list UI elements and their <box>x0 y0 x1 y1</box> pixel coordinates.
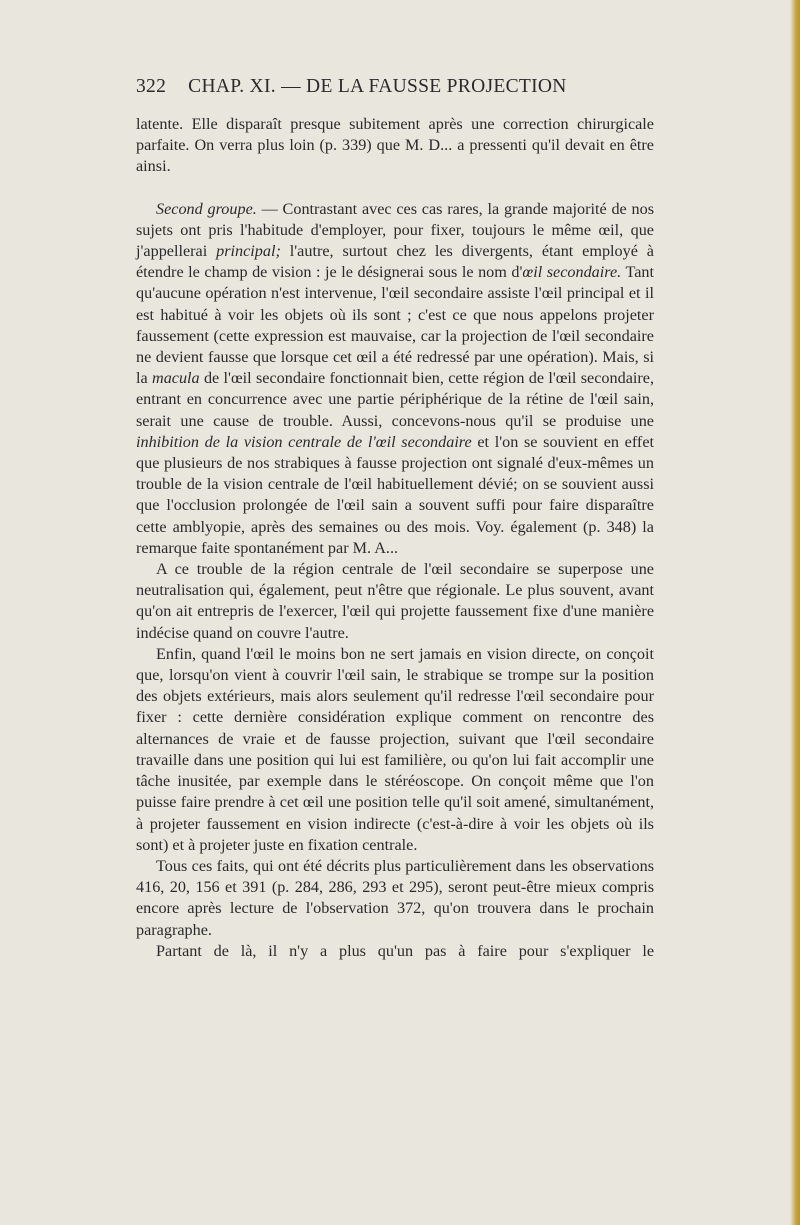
page-body <box>136 114 654 962</box>
term-inhibition: inhibition de la vision centrale de l'œil secondaire <box>136 432 472 451</box>
paragraph-4: Enfin, quand l'œil le moins bon ne sert jamais en vision directe, on conçoit que, lorsqu'on vient à couvrir l'œil sain, le strabique se trompe sur la position des objets extérieurs, mais alors seulement qu'il redresse l'œil secondaire pour fixer : cette dernière considération explique comment on rencontre des alternances de vraie et de fausse projection, suivant que l'œil secondaire travaille dans une position qui lui est familière, ou qu'on lui fait accomplir une tâche inusitée, par exemple dans le stéréoscope. On conçoit même que l'on puisse faire prendre à cet œil une position telle qu'il soit amené, simultanément, à projeter faussement en vision indirecte (c'est-à-dire à voir les objets où ils sont) et à projeter juste en fixation centrale. <box>136 644 654 854</box>
page-edge <box>790 0 800 1225</box>
paragraph-6: Partant de là, il n'y a plus qu'un pas à faire pour s'expliquer le <box>156 941 654 960</box>
term-macula: macula <box>152 369 200 388</box>
page-number: 322 <box>136 76 167 97</box>
section-heading-second-groupe: Second groupe. <box>156 199 257 218</box>
paragraph-1: latente. Elle disparaît presque subitement après une correction chirurgicale parfaite. On verra plus loin (p. 339) que M. D... a pressenti qu'il devait en être ainsi. <box>136 115 654 176</box>
paragraph-5: Tous ces faits, qui ont été décrits plus particulièrement dans les observations 416, 20, 156 et 391 (p. 284, 286, 293 et 295), seront peut-être mieux compris encore après lecture de l'observation 372, qu'on trouvera dans le prochain paragraphe. <box>136 856 654 939</box>
paragraph-2-text: l'autre, surtout chez les divergents, étant employé à étendre le champ de vision : je le désignerai sous le nom d' <box>136 242 654 282</box>
paragraph-2 <box>136 199 654 559</box>
term-principal: principal; <box>216 242 281 261</box>
paragraph-3: A ce trouble de la région centrale de l'œil secondaire se superpose une neutralisation qui, également, peut n'être que régionale. Le plus souvent, avant qu'on ait entrepris de l'exercer, l'œil qui projette faussement fixe d'une manière indécise quand on couvre l'autre. <box>136 560 654 642</box>
paragraph-2-text: Tant qu'aucune opération n'est intervenue, l'œil secondaire assiste l'œil principal et il est habitué à voir les objets où ils sont ; c'est ce que nous appelons projeter faussement (cette expression est mauvaise, car la projection de l'œil secondaire ne devient fausse que lorsque cet œil a été redressé par une opération). Mais, si la <box>136 263 654 388</box>
paragraph-2-text: de l'œil secondaire fonctionnait bien, cette région de l'œil secondaire, entrant en concurrence avec une partie périphérique de la rétine de l'œil sain, serait une cause de trouble. Aussi, concevons-nous qu'il se produise une <box>136 369 654 430</box>
term-oeil-secondaire: œil secondaire. <box>522 263 622 282</box>
paragraph-2-text: — Contrastant avec ces cas rares, la grande majorité de nos sujets ont pris l'habitude d'employer, pour fixer, toujours le même œil, que j'appellerai <box>136 199 654 261</box>
running-title: CHAP. XI. — DE LA FAUSSE PROJECTION <box>188 76 567 97</box>
running-header <box>136 76 696 98</box>
paragraph-2-text: et l'on se souvient en effet que plusieurs de nos strabiques à fausse projection ont signalé d'eux-mêmes un trouble de la vision centrale de l'œil habituellement dévié; on se souvient aussi que l'occlusion prolongée de l'œil sain a souvent suffi pour faire disparaître cette amblyopie, après des semaines ou des mois. Voy. également (p. 348) la remarque faite spontanément par M. A... <box>136 432 654 557</box>
